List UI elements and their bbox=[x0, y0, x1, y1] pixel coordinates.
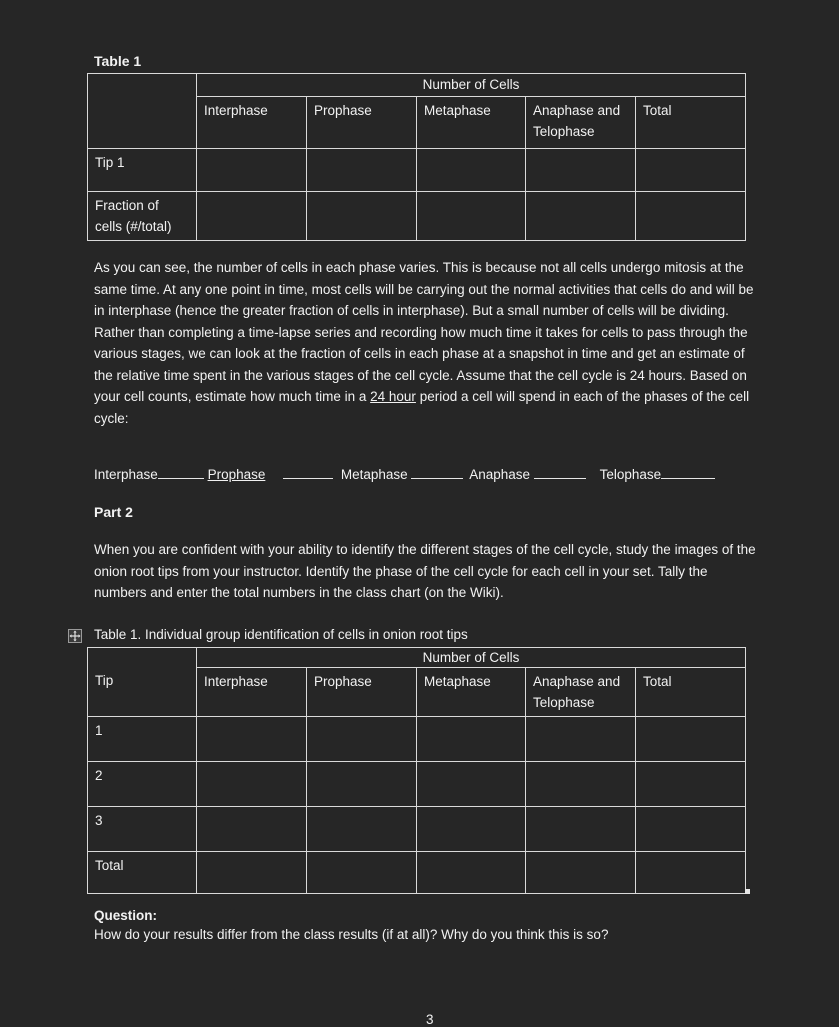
table2-row-label: 2 bbox=[88, 762, 197, 807]
table1-corner-cell bbox=[88, 74, 197, 149]
table1-col-interphase: Interphase bbox=[197, 97, 307, 149]
table2-col-interphase: Interphase bbox=[197, 668, 307, 717]
table1-cell[interactable] bbox=[636, 149, 746, 192]
table1 bbox=[87, 73, 746, 241]
phase-label-telophase: Telophase bbox=[599, 467, 662, 482]
table1-group-header: Number of Cells bbox=[197, 74, 746, 97]
part2-heading: Part 2 bbox=[94, 504, 133, 520]
intro-tail: period a cell will spend in each of the phases of the cell cycle: bbox=[94, 389, 750, 426]
phase-blank[interactable] bbox=[283, 477, 333, 479]
part2-paragraph: When you are confident with your ability to identify the different stages of the cell cycle, study the images of the onion root tips from your instructor. Identify the phase of the cell cycle for each cell in your set. Tally the numbers and enter the total numbers in the class chart (on the Wiki). bbox=[94, 542, 756, 600]
table1-cell[interactable] bbox=[307, 192, 417, 241]
table2-cell[interactable] bbox=[417, 762, 526, 807]
table2-cell[interactable] bbox=[307, 717, 417, 762]
intro-paragraph bbox=[94, 257, 762, 429]
table2-cell[interactable] bbox=[526, 762, 636, 807]
intro-text: As you can see, the number of cells in each phase varies. This is because not all cells undergo mitosis at the same time. At any one point in time, most cells will be carrying out the normal activities that cells do and will be in interphase (hence the greater fraction of cells in interphase). But a small number of cells will be dividing. Rather than completing a time-lapse series and recording how much time it takes for cells to pass through the various stages, we can look at the fraction of cells in each phase at a snapshot in time and get an estimate of the relative time spent in the various stages of the cell cycle. Assume that the cell cycle is 24 hours. Based on your cell counts, estimate how much time in a bbox=[94, 260, 754, 404]
table1-col-total: Total bbox=[636, 97, 746, 149]
table2-col-total: Total bbox=[636, 668, 746, 717]
table1-cell[interactable] bbox=[526, 192, 636, 241]
table2-cell[interactable] bbox=[197, 807, 307, 852]
table1-cell[interactable] bbox=[197, 192, 307, 241]
table2-row-label: 3 bbox=[88, 807, 197, 852]
table2-cell[interactable] bbox=[417, 807, 526, 852]
question-label: Question: bbox=[94, 908, 157, 923]
table1-cell[interactable] bbox=[636, 192, 746, 241]
table2-col-prophase: Prophase bbox=[307, 668, 417, 717]
table1-cell[interactable] bbox=[526, 149, 636, 192]
phase-blank[interactable] bbox=[158, 477, 204, 479]
table-move-handle-icon[interactable] bbox=[68, 629, 82, 643]
table2-cell[interactable] bbox=[526, 807, 636, 852]
phase-blank[interactable] bbox=[534, 477, 586, 479]
table2-cell[interactable] bbox=[197, 762, 307, 807]
intro-underlined: 24 hour bbox=[370, 389, 416, 404]
table2 bbox=[87, 647, 746, 894]
phase-label-prophase: Prophase bbox=[207, 467, 266, 482]
table2-cell[interactable] bbox=[636, 762, 746, 807]
table1-cell[interactable] bbox=[197, 149, 307, 192]
table2-cell[interactable] bbox=[636, 717, 746, 762]
table2-cell[interactable] bbox=[197, 717, 307, 762]
question-text: How do your results differ from the class results (if at all)? Why do you think this is so? bbox=[94, 927, 609, 942]
table1-caption: Table 1 bbox=[94, 53, 142, 69]
table2-cell[interactable] bbox=[307, 762, 417, 807]
phase-label-metaphase: Metaphase bbox=[340, 467, 408, 482]
table1-cell[interactable] bbox=[417, 149, 526, 192]
table1-col-anaphase-telophase: Anaphase and Telophase bbox=[526, 97, 636, 149]
table2-tip-label: Tip bbox=[95, 673, 114, 688]
table2-col-metaphase: Metaphase bbox=[417, 668, 526, 717]
table2-cell[interactable] bbox=[307, 852, 417, 894]
table2-col-anaphase-telophase: Anaphase and Telophase bbox=[526, 668, 636, 717]
table2-caption: Table 1. Individual group identification of cells in onion root tips bbox=[94, 627, 468, 642]
table2-row-label: 1 bbox=[88, 717, 197, 762]
table2-cell[interactable] bbox=[307, 807, 417, 852]
phase-blanks-line bbox=[94, 467, 754, 482]
table2-cell[interactable] bbox=[636, 807, 746, 852]
table2-cell[interactable] bbox=[417, 717, 526, 762]
table2-cell[interactable] bbox=[526, 852, 636, 894]
table-resize-handle[interactable] bbox=[745, 889, 750, 894]
table2-cell[interactable] bbox=[526, 717, 636, 762]
table1-row-label: Tip 1 bbox=[88, 149, 197, 192]
table1-col-metaphase: Metaphase bbox=[417, 97, 526, 149]
table2-tip-header bbox=[88, 648, 197, 717]
table1-cell[interactable] bbox=[307, 149, 417, 192]
table2-row-label: Total bbox=[88, 852, 197, 894]
table1-cell[interactable] bbox=[417, 192, 526, 241]
phase-label-interphase: Interphase bbox=[94, 467, 158, 482]
table2-cell[interactable] bbox=[417, 852, 526, 894]
table2-cell[interactable] bbox=[636, 852, 746, 894]
table1-col-prophase: Prophase bbox=[307, 97, 417, 149]
table1-row-label: Fraction of cells (#/total) bbox=[88, 192, 197, 241]
phase-label-anaphase: Anaphase bbox=[469, 467, 531, 482]
table2-group-header: Number of Cells bbox=[197, 648, 746, 668]
phase-blank[interactable] bbox=[411, 477, 463, 479]
phase-blank[interactable] bbox=[661, 477, 715, 479]
table2-cell[interactable] bbox=[197, 852, 307, 894]
page-number: 3 bbox=[426, 1012, 434, 1027]
